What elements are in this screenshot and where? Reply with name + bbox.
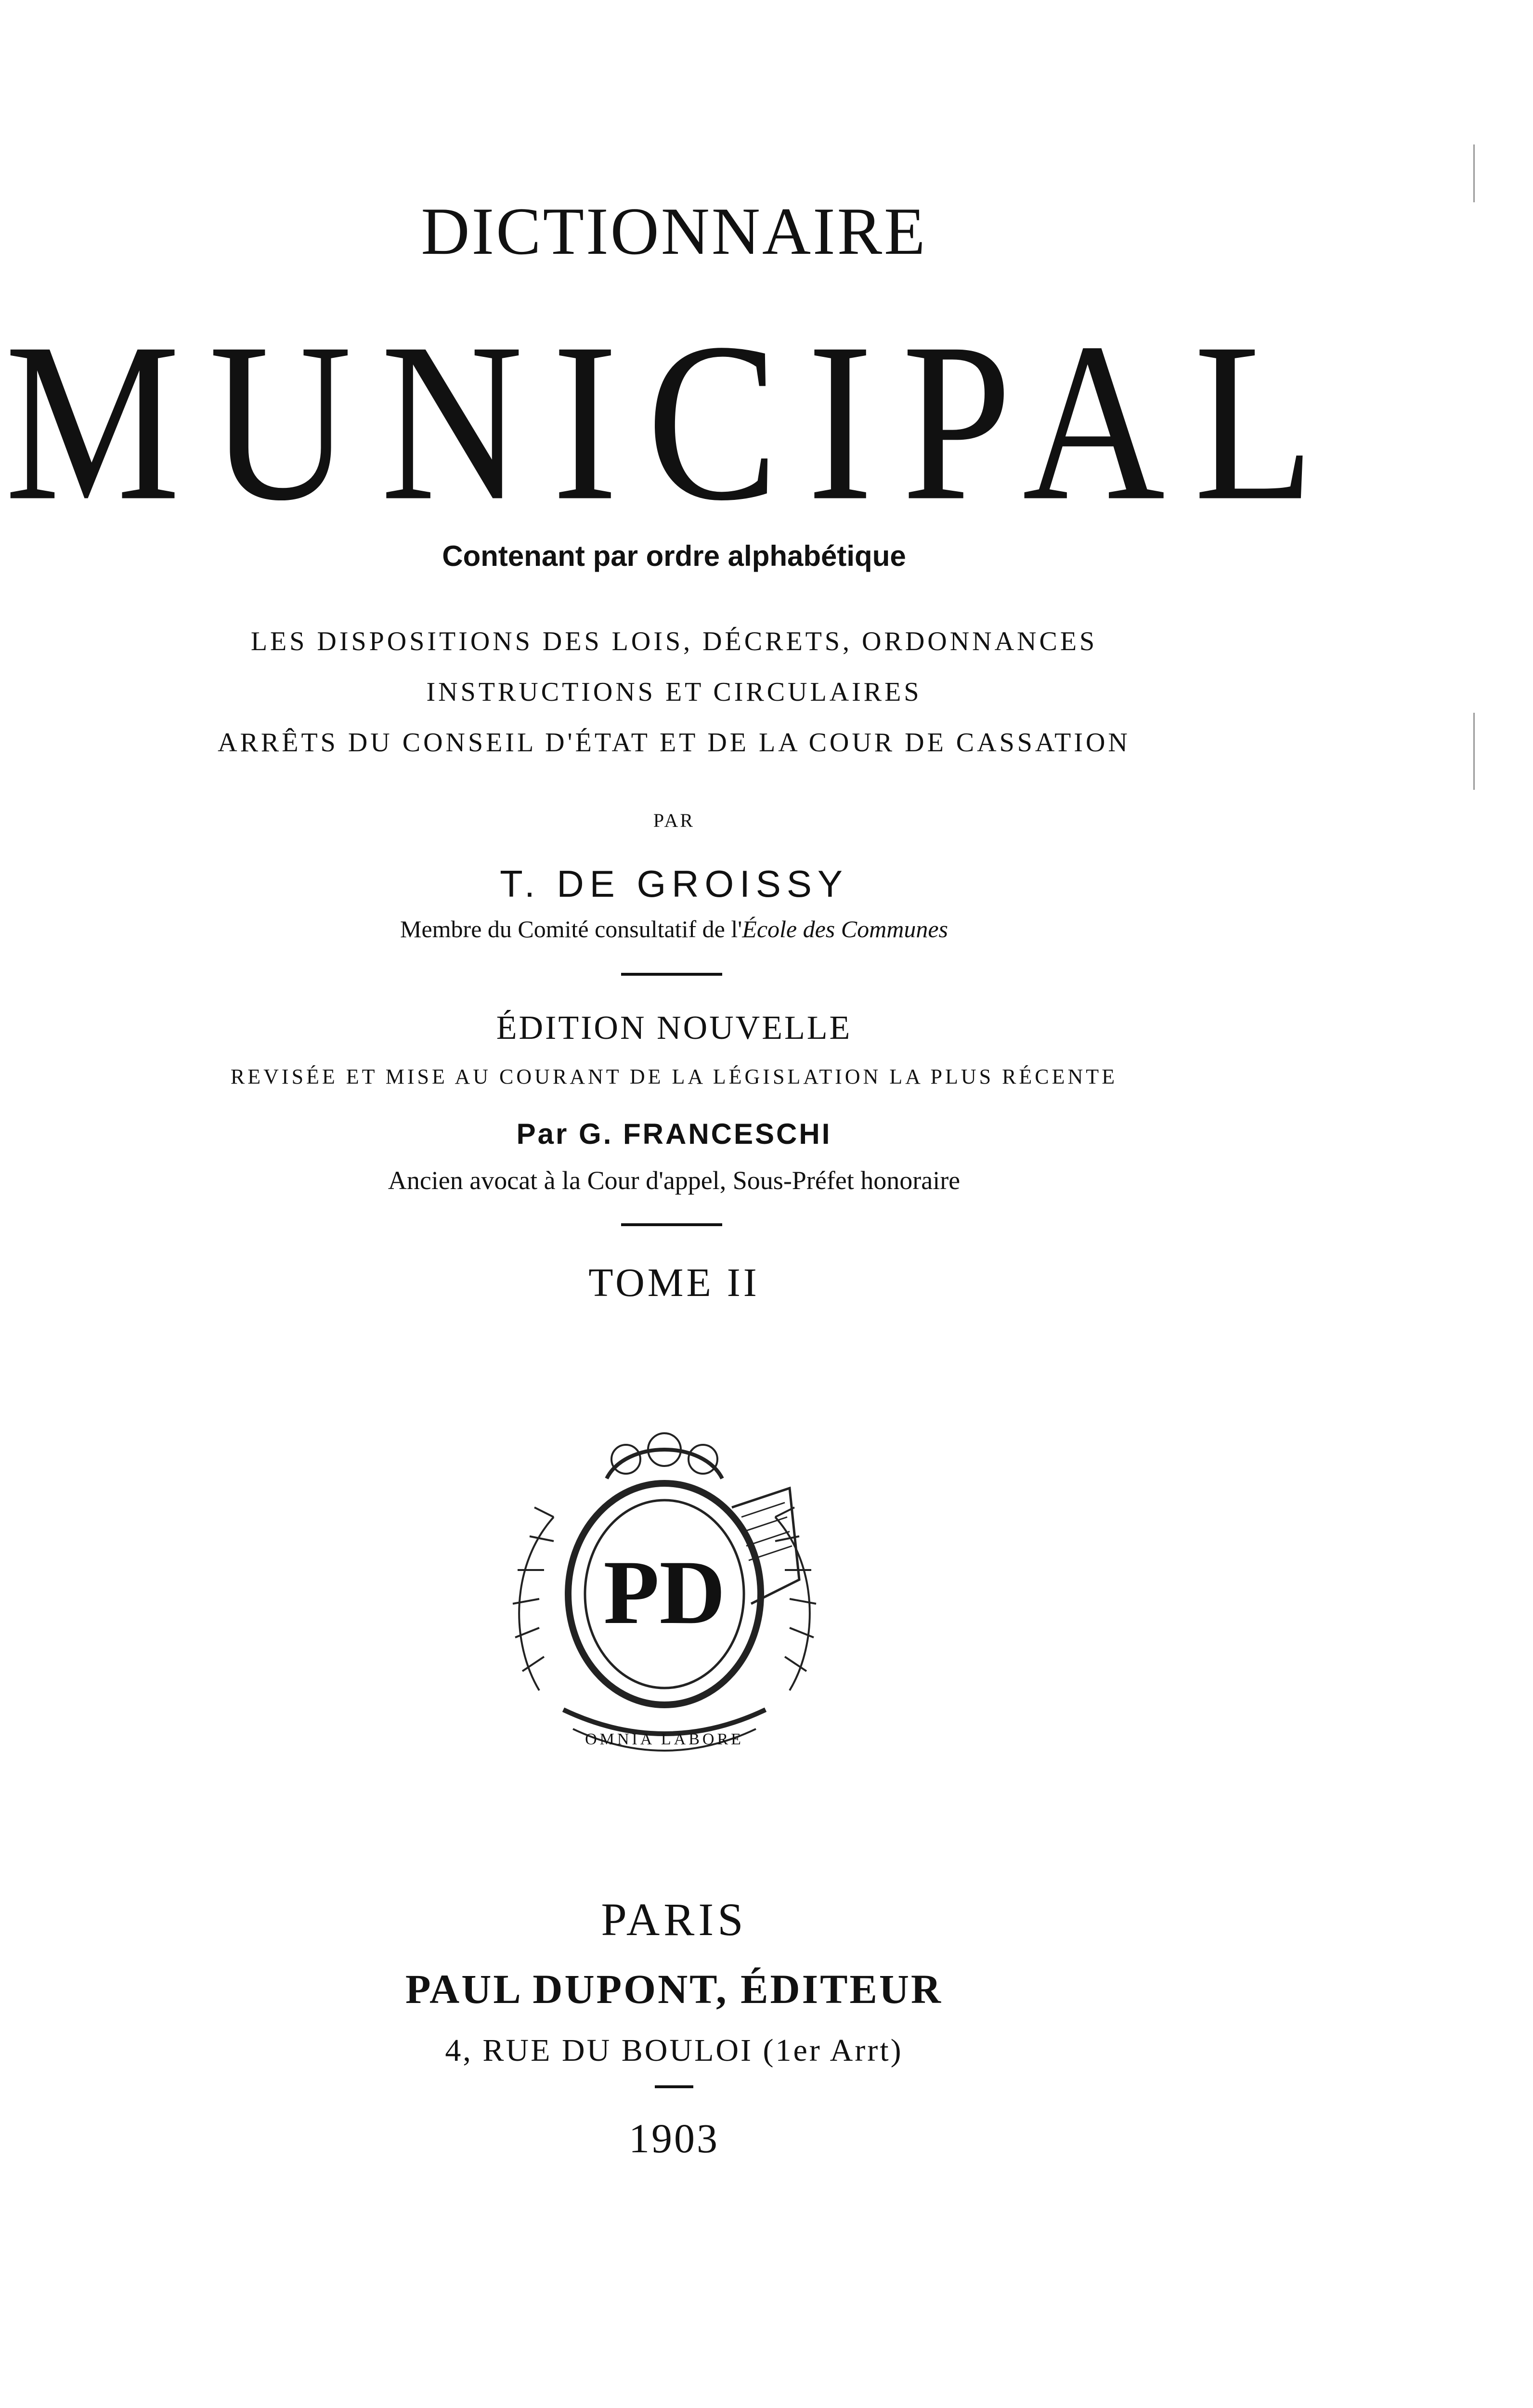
volume-label: TOME II — [588, 1260, 760, 1305]
subtitle-intro: Contenant par ordre alphabétique — [442, 540, 906, 572]
by-label: PAR — [653, 810, 695, 831]
edition-reviser-role: Ancien avocat à la Cour d'appel, Sous-Préfet honoraire — [388, 1166, 961, 1195]
divider-rule — [621, 1223, 722, 1226]
publisher-emblem-icon — [481, 1421, 847, 1767]
divider-rule — [621, 973, 722, 976]
author-name: T. DE GROISSY — [500, 863, 848, 905]
imprint-year: 1903 — [629, 2115, 719, 2161]
emblem-monogram: PD — [603, 1542, 726, 1643]
subtitle-line-3: ARRÊTS DU CONSEIL D'ÉTAT ET DE LA COUR DE CASSATION — [218, 728, 1130, 758]
author-role — [0, 915, 1348, 943]
imprint-address: 4, RUE DU BOULOI (1er Arrt) — [445, 2033, 903, 2068]
edition-description: REVISÉE ET MISE AU COURANT DE LA LÉGISLATION LA PLUS RÉCENTE — [230, 1065, 1118, 1088]
imprint-city: PARIS — [601, 1894, 747, 1945]
author-role-prefix: Membre du Comité consultatif de l' — [400, 916, 742, 942]
title-line-1: DICTIONNAIRE — [421, 194, 927, 269]
edition-title: ÉDITION NOUVELLE — [496, 1009, 852, 1047]
emblem-motto: OMNIA LABORE — [585, 1730, 744, 1748]
subtitle-line-2: INSTRUCTIONS ET CIRCULAIRES — [426, 677, 922, 707]
subtitle-line-1: LES DISPOSITIONS DES LOIS, DÉCRETS, ORDONNANCES — [250, 627, 1098, 656]
edition-reviser: Par G. FRANCESCHI — [516, 1118, 832, 1150]
imprint-publisher: PAUL DUPONT, ÉDITEUR — [405, 1966, 943, 2012]
author-role-italic: École des Communes — [742, 916, 948, 942]
page-edge-mark — [1473, 713, 1475, 790]
divider-rule — [655, 2085, 693, 2088]
title-line-2: MUNICIPAL — [4, 296, 1344, 548]
page-edge-mark — [1473, 144, 1475, 202]
